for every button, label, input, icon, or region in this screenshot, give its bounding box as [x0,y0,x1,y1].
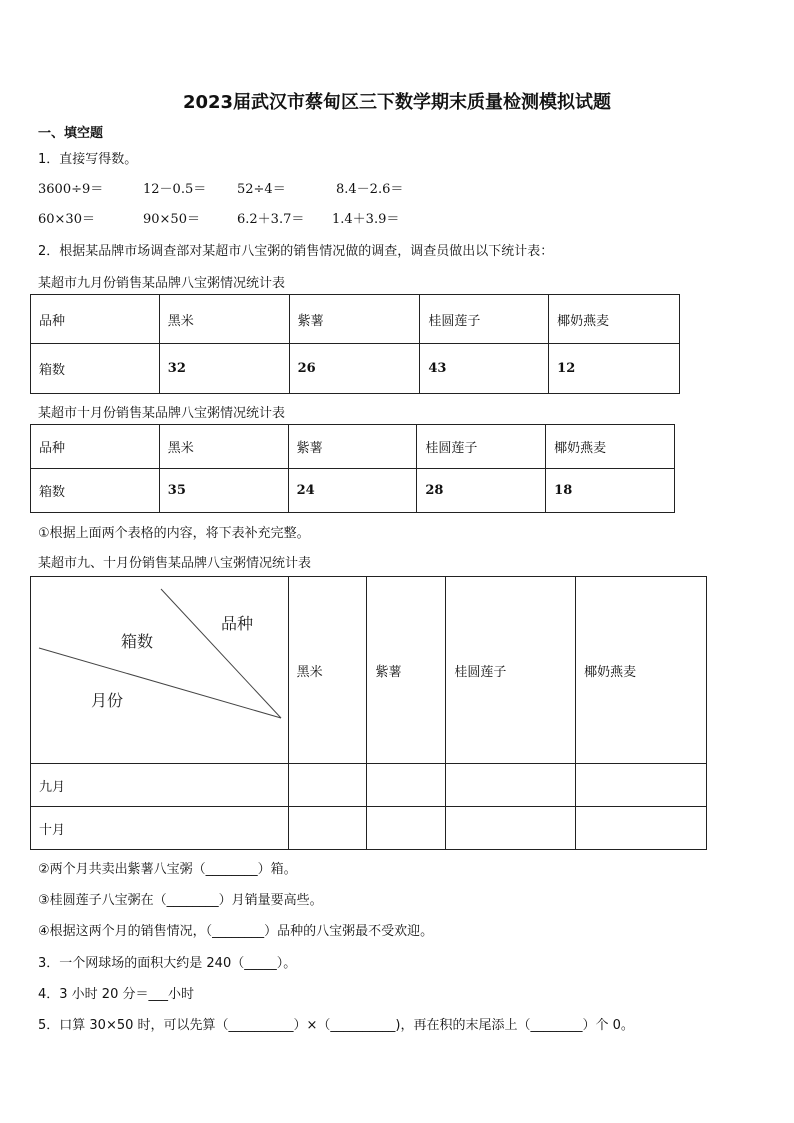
question-5: 5．口算 30×50 时，可以先算（__________）×（__________)，再在积的末尾添上（________）个 0。 [38,1018,634,1033]
table-cell: 26 [289,344,420,394]
question-1-stem: 1．直接写得数。 [38,152,138,167]
table-cell: 黑米 [159,295,289,344]
answer-cell[interactable] [576,807,707,850]
diagonal-label-kind: 品种 [221,614,254,633]
table-cell: 黑米 [288,577,367,764]
q1-item: 12－0.5＝ [143,182,207,197]
table-cell: 28 [417,469,546,513]
table-cell: 紫薯 [288,425,417,469]
sub-question-2: ②两个月共卖出紫薯八宝粥（________）箱。 [38,862,297,877]
table-cell: 箱数 [31,469,160,513]
table2-caption: 某超市十月份销售某品牌八宝粥情况统计表 [38,406,286,421]
table-cell: 椰奶燕麦 [549,295,680,344]
q1-item: 90×50＝ [143,212,200,227]
combined-sales-table [30,576,707,850]
table-cell: 紫薯 [289,295,420,344]
answer-cell[interactable] [288,807,367,850]
q1-item: 1.4＋3.9＝ [332,212,400,227]
table-cell: 桂圆莲子 [446,577,576,764]
q1-item: 60×30＝ [38,212,95,227]
answer-cell[interactable] [446,764,576,807]
diagonal-lines [31,577,289,764]
table-cell: 紫薯 [367,577,446,764]
diagonal-line [39,648,281,718]
answer-cell[interactable] [288,764,367,807]
sub-question-4: ④根据这两个月的销售情况，（________）品种的八宝粥最不受欢迎。 [38,924,434,939]
table-cell: 椰奶燕麦 [546,425,675,469]
september-sales-table [30,294,680,394]
table-cell: 九月 [31,764,289,807]
table-cell: 桂圆莲子 [417,425,546,469]
question-3: 3．一个网球场的面积大约是 240（_____）。 [38,956,297,971]
table1-caption: 某超市九月份销售某品牌八宝粥情况统计表 [38,276,286,291]
table-cell: 十月 [31,807,289,850]
sub-question-3: ③桂圆莲子八宝粥在（________）月销量要高些。 [38,893,323,908]
question-4: 4．3 小时 20 分＝___小时 [38,987,194,1002]
answer-cell[interactable] [367,807,446,850]
q1-item: 8.4－2.6＝ [336,182,404,197]
october-sales-table [30,424,675,513]
table-cell: 品种 [31,295,160,344]
table-cell: 椰奶燕麦 [576,577,707,764]
q1-item: 3600÷9＝ [38,182,104,197]
q1-item: 6.2＋3.7＝ [237,212,305,227]
answer-cell[interactable] [576,764,707,807]
page-title: 2023届武汉市蔡甸区三下数学期末质量检测模拟试题 [182,92,612,113]
answer-cell[interactable] [446,807,576,850]
answer-cell[interactable] [367,764,446,807]
question-2-stem: 2．根据某品牌市场调查部对某超市八宝粥的销售情况做的调查，调查员做出以下统计表： [38,244,554,259]
section-heading: 一、填空题 [38,126,104,141]
table-cell: 35 [159,469,288,513]
table-cell: 品种 [31,425,160,469]
table-cell: 43 [420,344,549,394]
q1-item: 52÷4＝ [237,182,286,197]
diagonal-header-cell [31,577,289,764]
diagonal-label-boxes: 箱数 [121,632,154,651]
table-cell: 箱数 [31,344,160,394]
table3-caption: 某超市九、十月份销售某品牌八宝粥情况统计表 [38,556,312,571]
table-cell: 黑米 [159,425,288,469]
diagonal-line [161,589,281,718]
table-cell: 12 [549,344,680,394]
table-cell: 32 [159,344,289,394]
table-cell: 24 [288,469,417,513]
table-cell: 桂圆莲子 [420,295,549,344]
table-cell: 18 [546,469,675,513]
sub-question-1: ①根据上面两个表格的内容，将下表补充完整。 [38,526,310,541]
diagonal-label-month: 月份 [91,691,124,710]
